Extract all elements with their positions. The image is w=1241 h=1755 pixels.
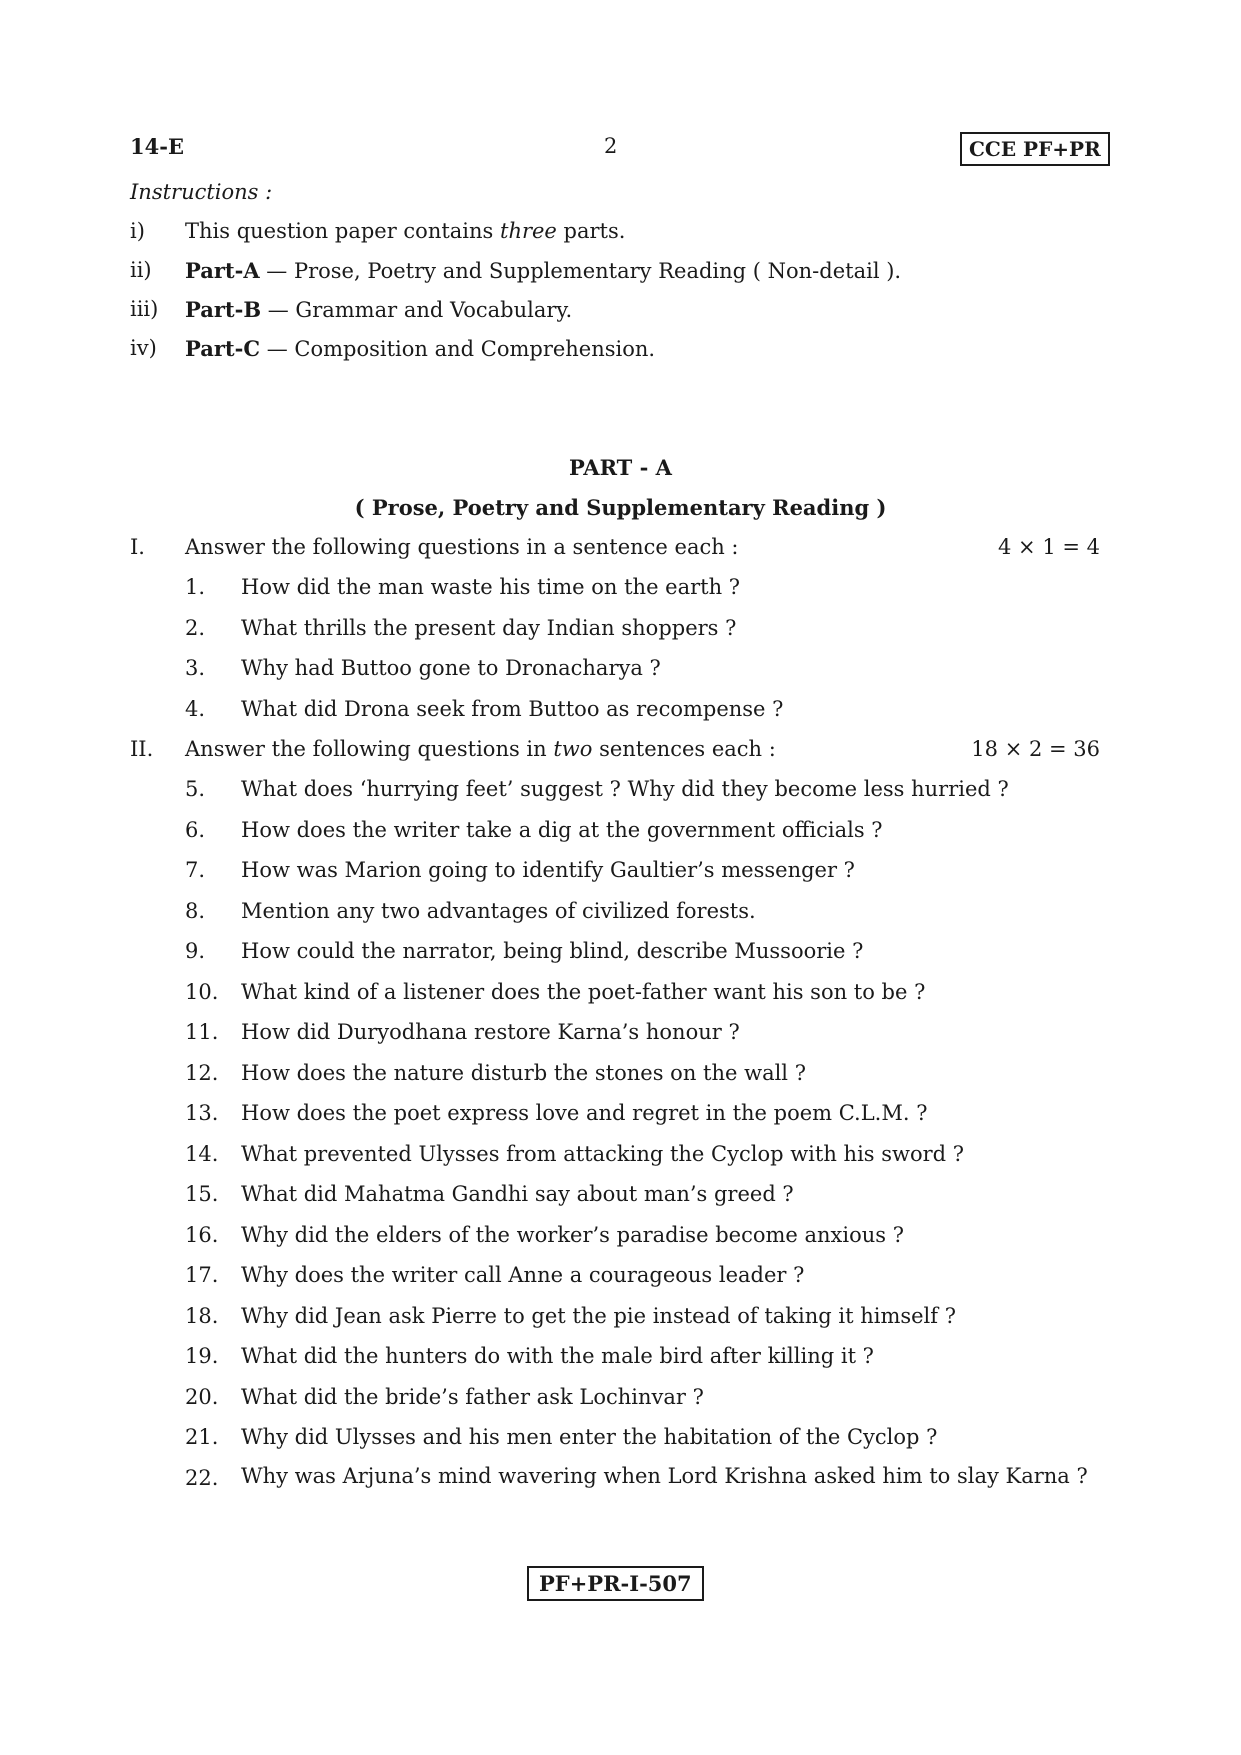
question-item bbox=[185, 1061, 1103, 1102]
question-number: 10. bbox=[185, 979, 219, 1004]
question-text: Why did Jean ask Pierre to get the pie instead of taking it himself ? bbox=[241, 1303, 956, 1328]
section-instruction: Answer the following questions in two sentences each : bbox=[185, 737, 776, 761]
question-number: 6. bbox=[185, 817, 206, 842]
question-item bbox=[185, 1263, 1103, 1304]
section-instruction: Answer the following questions in a sentence each : bbox=[185, 535, 739, 559]
question-number: 16. bbox=[185, 1222, 219, 1247]
question-text: How did Duryodhana restore Karna’s honour ? bbox=[241, 1020, 740, 1044]
section-number: I. bbox=[130, 535, 145, 559]
paper-code: 14-E bbox=[130, 134, 184, 159]
exam-code-box: CCE PF+PR bbox=[960, 132, 1110, 166]
question-number: 2. bbox=[185, 615, 206, 640]
question-item bbox=[185, 1304, 1103, 1345]
instruction-item bbox=[130, 297, 901, 336]
question-number: 12. bbox=[185, 1060, 219, 1085]
question-text: Why had Buttoo gone to Dronacharya ? bbox=[241, 656, 661, 680]
footer-code-box: PF+PR-I-507 bbox=[527, 1566, 704, 1601]
question-number: 14. bbox=[185, 1141, 219, 1166]
instruction-text: This question paper contains three parts. bbox=[185, 219, 626, 243]
question-item bbox=[185, 858, 1103, 899]
instruction-item bbox=[130, 336, 901, 375]
question-item bbox=[185, 899, 1103, 940]
question-number: 1. bbox=[185, 575, 206, 599]
question-item bbox=[185, 697, 1103, 738]
question-number: 5. bbox=[185, 777, 206, 801]
question-text: What did Mahatma Gandhi say about man’s greed ? bbox=[241, 1182, 794, 1206]
question-text: Why does the writer call Anne a courageous leader ? bbox=[241, 1263, 805, 1287]
question-item bbox=[185, 1223, 1103, 1264]
question-item bbox=[185, 1142, 1103, 1183]
question-text: What kind of a listener does the poet-father want his son to be ? bbox=[241, 979, 926, 1004]
question-item bbox=[185, 1344, 1103, 1385]
question-text: What did the bride’s father ask Lochinvar ? bbox=[241, 1384, 704, 1409]
section-2-questions bbox=[185, 777, 1103, 1493]
question-number: 19. bbox=[185, 1344, 219, 1368]
section-1-heading bbox=[130, 535, 1100, 559]
question-number: 9. bbox=[185, 939, 206, 963]
question-number: 11. bbox=[185, 1020, 219, 1044]
part-title: PART - A bbox=[569, 455, 672, 480]
question-number: 13. bbox=[185, 1101, 219, 1125]
question-item bbox=[185, 656, 1103, 697]
instruction-text: Part-C — Composition and Comprehension. bbox=[185, 336, 656, 361]
instruction-number: i) bbox=[130, 219, 145, 243]
question-item bbox=[185, 575, 1103, 616]
question-number: 7. bbox=[185, 858, 206, 882]
instruction-item bbox=[130, 258, 901, 297]
question-text: How does the writer take a dig at the government officials ? bbox=[241, 817, 883, 842]
question-item bbox=[185, 818, 1103, 859]
instruction-number: iii) bbox=[130, 297, 159, 321]
question-text: Why did the elders of the worker’s paradise become anxious ? bbox=[241, 1222, 904, 1247]
question-text: Why did Ulysses and his men enter the habitation of the Cyclop ? bbox=[241, 1425, 938, 1449]
section-2-heading bbox=[130, 737, 1100, 761]
instruction-item bbox=[130, 219, 901, 258]
question-item bbox=[185, 616, 1103, 657]
question-item bbox=[185, 1182, 1103, 1223]
question-number: 3. bbox=[185, 656, 206, 680]
question-item bbox=[185, 1101, 1103, 1142]
question-text: What did the hunters do with the male bird after killing it ? bbox=[241, 1344, 874, 1368]
instructions-title: Instructions : bbox=[130, 180, 273, 204]
question-text: What did Drona seek from Buttoo as recompense ? bbox=[241, 696, 784, 721]
question-text: How was Marion going to identify Gaultier’s messenger ? bbox=[241, 858, 855, 882]
instruction-text: Part-B — Grammar and Vocabulary. bbox=[185, 297, 573, 322]
question-text: Mention any two advantages of civilized forests. bbox=[241, 898, 756, 923]
question-number: 8. bbox=[185, 898, 206, 923]
question-text: How does the nature disturb the stones on the wall ? bbox=[241, 1060, 806, 1085]
question-text: What prevented Ulysses from attacking the Cyclop with his sword ? bbox=[241, 1141, 965, 1166]
instruction-text: Part-A — Prose, Poetry and Supplementary Reading ( Non-detail ). bbox=[185, 258, 902, 283]
question-number: 17. bbox=[185, 1263, 219, 1287]
question-number: 15. bbox=[185, 1182, 219, 1206]
instruction-number: ii) bbox=[130, 258, 152, 282]
instructions-list bbox=[130, 219, 901, 375]
question-item bbox=[185, 939, 1103, 980]
page-number: 2 bbox=[604, 134, 618, 158]
question-item bbox=[185, 1020, 1103, 1061]
question-number: 20. bbox=[185, 1384, 219, 1409]
question-text: Why was Arjuna’s mind wavering when Lord Krishna asked him to slay Karna ? bbox=[241, 1463, 1088, 1488]
question-text: How could the narrator, being blind, describe Mussoorie ? bbox=[241, 939, 864, 963]
section-number: II. bbox=[130, 737, 154, 761]
question-item bbox=[185, 1385, 1103, 1426]
question-item bbox=[185, 1463, 1103, 1493]
part-subtitle: ( Prose, Poetry and Supplementary Reading ) bbox=[354, 495, 887, 520]
question-number: 18. bbox=[185, 1303, 219, 1328]
question-number: 22. bbox=[185, 1465, 219, 1490]
question-text: What does ‘hurrying feet’ suggest ? Why did they become less hurried ? bbox=[241, 777, 1009, 801]
question-text: How does the poet express love and regret in the poem C.L.M. ? bbox=[241, 1101, 928, 1125]
question-number: 4. bbox=[185, 696, 206, 721]
instruction-number: iv) bbox=[130, 336, 157, 360]
section-1-questions bbox=[185, 575, 1103, 737]
question-item bbox=[185, 980, 1103, 1021]
section-marks: 4 × 1 = 4 bbox=[998, 535, 1100, 559]
question-text: What thrills the present day Indian shoppers ? bbox=[241, 615, 737, 640]
section-marks: 18 × 2 = 36 bbox=[971, 737, 1100, 761]
question-text: How did the man waste his time on the earth ? bbox=[241, 575, 741, 599]
question-number: 21. bbox=[185, 1425, 219, 1449]
question-item bbox=[185, 777, 1103, 818]
